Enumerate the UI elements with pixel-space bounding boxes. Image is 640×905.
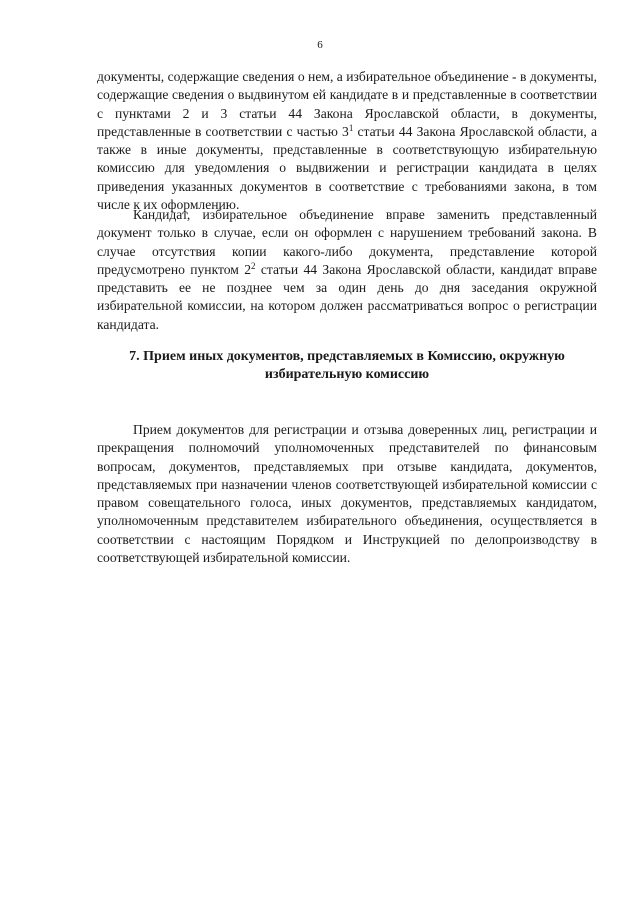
paragraph-2-container [97,206,597,334]
paragraph-1-container [97,68,597,214]
paragraph-1 [97,68,597,214]
paragraph-2-superscript: 2 [251,260,256,271]
paragraph-3: Прием документов для регистрации и отзыва доверенных лиц, регистрации и прекращения полномочий уполномоченных представителей по финансовым вопросам, документов, представляемых при отзыве кандидата, документов, представляемых при назначении членов соответствующей избирательной комиссии с правом совещательного голоса, иных документов, представляемых кандидатом, уполномоченным представителем избирательного объединения, осуществляется в соответствии с настоящим Порядком и Инструкцией по делопроизводству в соответствующей избирательной комиссии. [97,422,597,566]
page-number: 6 [317,39,323,51]
paragraph-1-text-a: документы, содержащие сведения о нем, а избирательное объединение - в документы, содержащие сведения о выдвинутом ей кандидате в и представленные в соответствии с пунктами 2 и 3 статьи 44 Закона Ярославской области, в документы, представленные в соответствии с частью 3 [97,69,597,139]
paragraph-2-text-b: статьи 44 Закона Ярославской области, кандидат вправе представить ее не позднее чем за один день до дня заседания окружной избирательной комиссии, на котором должен рассматриваться вопрос о регистрации кандидата. [97,261,597,332]
section-heading: 7. Прием иных документов, представляемых в Комиссию, окружную избирательную комиссию [129,349,565,383]
paragraph-1-superscript: 1 [348,122,354,133]
paragraph-2-text-a: Кандидат, избирательное объединение вправе заменить представленный документ только в случае, если он оформлен с нарушением требований закона. В случае отсутствия копии какого-либо документа, представление которой предусмотрено пунктом 2 [97,207,597,277]
paragraph-2 [97,206,597,334]
paragraph-3-container [97,421,597,567]
paragraph-1-text-b: статьи 44 Закона Ярославской области, а также в иные документы, представленные в соответствующую избирательную комиссию для уведомления о выдвижении и регистрации кандидата в целях приведения указанных документов в соответствие с требованиями закона, в том числе к их оформлению. [97,123,597,213]
